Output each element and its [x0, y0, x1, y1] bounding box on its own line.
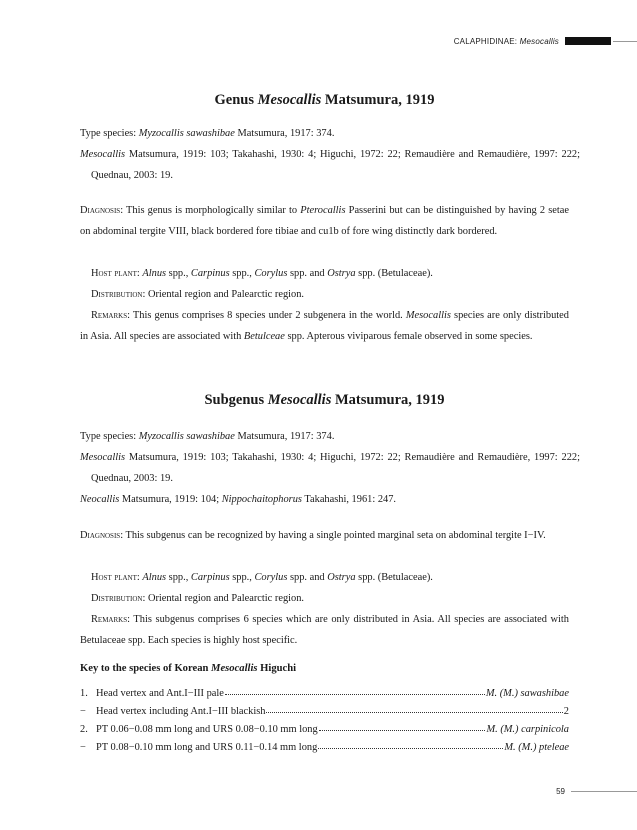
host-carpinus: Carpinus — [190, 268, 230, 279]
host-ostrya: Ostrya — [327, 268, 356, 279]
key-row-text: PT 0.06−0.08 mm long and URS 0.08−0.10 mm long — [96, 724, 318, 735]
subgenus-host-plant: Host plant: Alnus spp., Carpinus spp., Corylus spp. and Ostrya spp. (Betulaceae). — [91, 572, 433, 583]
subgenus-title-prefix: Subgenus — [204, 392, 265, 408]
genus-host-plant: Host plant: Alnus spp., Carpinus spp., Corylus spp. and Ostrya spp. (Betulaceae). — [91, 268, 433, 279]
type-cite: Matsumura, 1917: 374. — [237, 128, 335, 139]
key-heading-b: Higuchi — [257, 663, 297, 674]
subgenus-diagnosis — [80, 525, 569, 546]
key-heading-a: Key to the species of Korean — [80, 663, 212, 674]
page-number: 59 — [556, 787, 565, 796]
diagnosis-label: Diagnosis — [80, 530, 121, 541]
host-corylus: Corylus — [254, 268, 288, 279]
footer-rule — [571, 791, 637, 792]
host-spp: spp., — [168, 572, 189, 583]
remarks-text-b: species are only distributed in Asia. All species are associated with — [80, 310, 569, 342]
host-ostrya: Ostrya — [327, 572, 356, 583]
key-leader-dots — [319, 730, 486, 731]
key-row — [80, 688, 569, 702]
type-name: Myzocallis sawashibae — [138, 128, 235, 139]
type-label: Type species: — [80, 431, 137, 442]
key-leader-dots — [225, 694, 485, 695]
key-row-result: M. (M.) sawashibae — [485, 688, 569, 699]
key-row-result: M. (M.) pteleae — [504, 742, 569, 753]
distribution-text: : Oriental region and Palearctic region. — [142, 593, 305, 604]
key-row-number: − — [80, 706, 86, 717]
key-row-number: 2. — [80, 724, 88, 735]
host-label: Host plant — [91, 268, 137, 279]
genus-distribution — [80, 284, 569, 305]
genus-type-species — [80, 123, 569, 144]
diagnosis-text-b: Passerini but can be distinguished by having 2 setae on abdominal tergite VIII, black bordered fore tibiae and cu1b of fore wing distinctly dark bordered. — [80, 205, 570, 237]
key-leader-dots — [318, 748, 503, 749]
host-spp-and: spp. and — [290, 268, 325, 279]
synonym-cite: Matsumura, 1919: 104; — [121, 494, 222, 505]
host-spp: spp., — [232, 268, 252, 279]
key-row-text: Head vertex including Ant.I−III blackish — [96, 706, 266, 717]
genus-diagnosis — [80, 200, 569, 242]
genus-title-prefix: Genus — [214, 92, 255, 108]
subgenus-remarks — [80, 609, 569, 651]
synonym-cite: Matsumura, 1919: 103; Takahashi, 1930: 4; Higuchi, 1972: 22; Remaudière and Remaudière, 1997: 222; Quednau, 2003: 19. — [91, 452, 581, 484]
key-leader-dots — [266, 712, 562, 713]
diagnosis-taxon: Pterocallis — [300, 205, 346, 216]
genus-title-author: Matsumura, 1919 — [324, 92, 435, 108]
distribution-label: Distribution — [91, 593, 143, 604]
synonym-cite: Takahashi, 1961: 247. — [304, 494, 397, 505]
key-row-text: Head vertex and Ant.I−III pale — [96, 688, 224, 699]
subgenus-synonymy-1 — [80, 447, 580, 489]
diagnosis-label: Diagnosis — [80, 205, 121, 216]
synonym-name: Mesocallis — [80, 452, 126, 463]
running-header — [454, 36, 637, 46]
host-spp-and: spp. and — [290, 572, 325, 583]
subgenus-type-species — [80, 426, 569, 447]
subgenus-title-name: Mesocallis — [267, 392, 332, 408]
host-alnus: Alnus — [142, 268, 167, 279]
remarks-text-a: : This genus comprises 8 species under 2 subgenera in the world. — [127, 310, 406, 321]
key-heading — [80, 663, 296, 674]
host-family: spp. (Betulaceae). — [358, 268, 433, 279]
synonym-name: Mesocallis — [80, 149, 126, 160]
key-row-text: PT 0.08−0.10 mm long and URS 0.11−0.14 mm long — [96, 742, 318, 753]
synonym-name: Nippochaitophorus — [221, 494, 302, 505]
type-name: Myzocallis sawashibae — [138, 431, 235, 442]
diagnosis-text: : This subgenus can be recognized by having a single pointed marginal seta on abdominal tergite I−IV. — [120, 530, 546, 541]
key-row — [80, 706, 569, 720]
distribution-text: : Oriental region and Palearctic region. — [142, 289, 305, 300]
host-family: spp. (Betulaceae). — [358, 572, 433, 583]
running-header-family: CALAPHIDINAE: — [453, 36, 518, 46]
type-cite: Matsumura, 1917: 374. — [237, 431, 335, 442]
key-row — [80, 724, 569, 738]
host-spp: spp., — [232, 572, 252, 583]
subgenus-distribution — [80, 588, 569, 609]
synonym-cite: Matsumura, 1919: 103; Takahashi, 1930: 4; Higuchi, 1972: 22; Remaudière and Remaudière, 1997: 222; Quednau, 2003: 19. — [91, 149, 581, 181]
host-spp: spp., — [168, 268, 189, 279]
subgenus-title — [80, 392, 569, 409]
page-footer — [556, 787, 637, 796]
remarks-label: Remarks — [91, 310, 128, 321]
remarks-taxon: Mesocallis — [405, 310, 451, 321]
distribution-label: Distribution — [91, 289, 143, 300]
key-row-number: 1. — [80, 688, 88, 699]
remarks-text: : This subgenus comprises 6 species which are only distributed in Asia. All species are associated with Betulaceae spp. Each species is highly host specific. — [80, 614, 569, 646]
key-heading-taxon: Mesocallis — [211, 663, 258, 674]
type-label: Type species: — [80, 128, 137, 139]
running-header-genus: Mesocallis — [519, 36, 559, 46]
host-label: Host plant — [91, 572, 137, 583]
genus-remarks — [80, 305, 569, 347]
remarks-text-c: spp. Apterous viviparous female observed in some species. — [284, 331, 533, 342]
subgenus-synonymy-2 — [80, 489, 569, 510]
key-row-result: M. (M.) carpinicola — [486, 724, 569, 735]
key-row-result: 2 — [563, 706, 569, 717]
subgenus-title-author: Matsumura, 1919 — [334, 392, 445, 408]
genus-title — [80, 92, 569, 109]
synonym-name: Neocallis — [80, 494, 120, 505]
header-black-bar — [565, 37, 611, 45]
key-row — [80, 742, 569, 756]
remarks-taxon: Betulceae — [243, 331, 285, 342]
host-alnus: Alnus — [142, 572, 167, 583]
diagnosis-text-a: : This genus is morphologically similar to — [120, 205, 301, 216]
key-row-number: − — [80, 742, 86, 753]
header-rule — [613, 41, 637, 42]
host-carpinus: Carpinus — [190, 572, 230, 583]
genus-synonymy — [80, 144, 580, 186]
genus-title-name: Mesocallis — [257, 92, 322, 108]
host-corylus: Corylus — [254, 572, 288, 583]
remarks-label: Remarks — [91, 614, 128, 625]
